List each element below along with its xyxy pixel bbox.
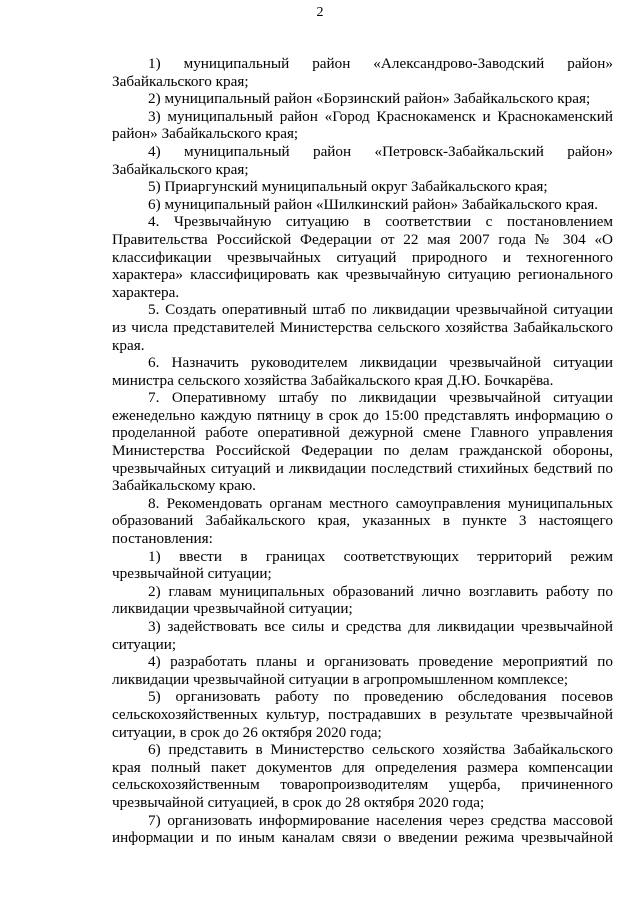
subclause-8-6: 6) представить в Министерство сельского хозяйства Забайкальского края полный пакет документов для определения размера компенсации сельскохозяйственным товаропроизводителям ущерба, причиненного чрезвычайной ситуацией, в срок до 28 октября 2020 года; — [112, 741, 613, 811]
clause-6: 6. Назначить руководителем ликвидации чрезвычайной ситуации министра сельского хозяйства Забайкальского края Д.Ю. Бочкарёва. — [112, 354, 613, 389]
subclause-8-4: 4) разработать планы и организовать проведение мероприятий по ликвидации чрезвычайной ситуации в агропромышленном комплексе; — [112, 653, 613, 688]
subclause-8-5: 5) организовать работу по проведению обследования посевов сельскохозяйственных культур, пострадавших в результате чрезвычайной ситуации, в срок до 26 октября 2020 года; — [112, 688, 613, 741]
list-item-district-6: 6) муниципальный район «Шилкинский район» Забайкальского края. — [148, 195, 599, 213]
clause-5: 5. Создать оперативный штаб по ликвидации чрезвычайной ситуации из числа представителей Министерства сельского хозяйства Забайкальского края. — [112, 301, 613, 354]
page-number: 2 — [316, 5, 324, 20]
clause-4: 4. Чрезвычайную ситуацию в соответствии с постановлением Правительства Российской Федерации от 22 мая 2007 года № 304 «О классификации чрезвычайных ситуаций природного и техногенного характера» классифицировать как чрезвычайную ситуацию регионального характера. — [112, 213, 613, 301]
subclause-8-7: 7) организовать информирование населения через средства массовой информации и по иным каналам связи о введении режима чрезвычайной — [112, 811, 613, 847]
list-item-district-4: 4) муниципальный район «Петровск-Забайкальский район» Забайкальского края; — [112, 142, 613, 178]
list-item-district-5: 5) Приаргунский муниципальный округ Забайкальского края; — [148, 178, 548, 196]
list-item-district-3: 3) муниципальный район «Город Краснокаменск и Краснокаменский район» Забайкальского края; — [112, 107, 613, 143]
list-item-district-1: 1) муниципальный район «Александрово-Заводский район» Забайкальского края; — [112, 55, 613, 90]
clause-7: 7. Оперативному штабу по ликвидации чрезвычайной ситуации еженедельно каждую пятницу в срок до 15:00 представлять информацию о проделанной работе оперативной дежурной смене Главного управления Министерства Российской Федерации по делам гражданской обороны, чрезвычайных ситуаций и ликвидации последствий стихийных бедствий по Забайкальскому краю. — [112, 389, 613, 495]
subclause-8-3: 3) задействовать все силы и средства для ликвидации чрезвычайной ситуации; — [112, 618, 613, 653]
document-body — [112, 55, 613, 847]
clause-8: 8. Рекомендовать органам местного самоуправления муниципальных образований Забайкальского края, указанных в пункте 3 настоящего постановления: — [112, 494, 613, 548]
list-item-district-2: 2) муниципальный район «Борзинский район» Забайкальского края; — [148, 90, 591, 108]
subclause-8-2: 2) главам муниципальных образований лично возглавить работу по ликвидации чрезвычайной ситуации; — [112, 582, 613, 618]
subclause-8-1: 1) ввести в границах соответствующих территорий режим чрезвычайной ситуации; — [112, 547, 613, 583]
